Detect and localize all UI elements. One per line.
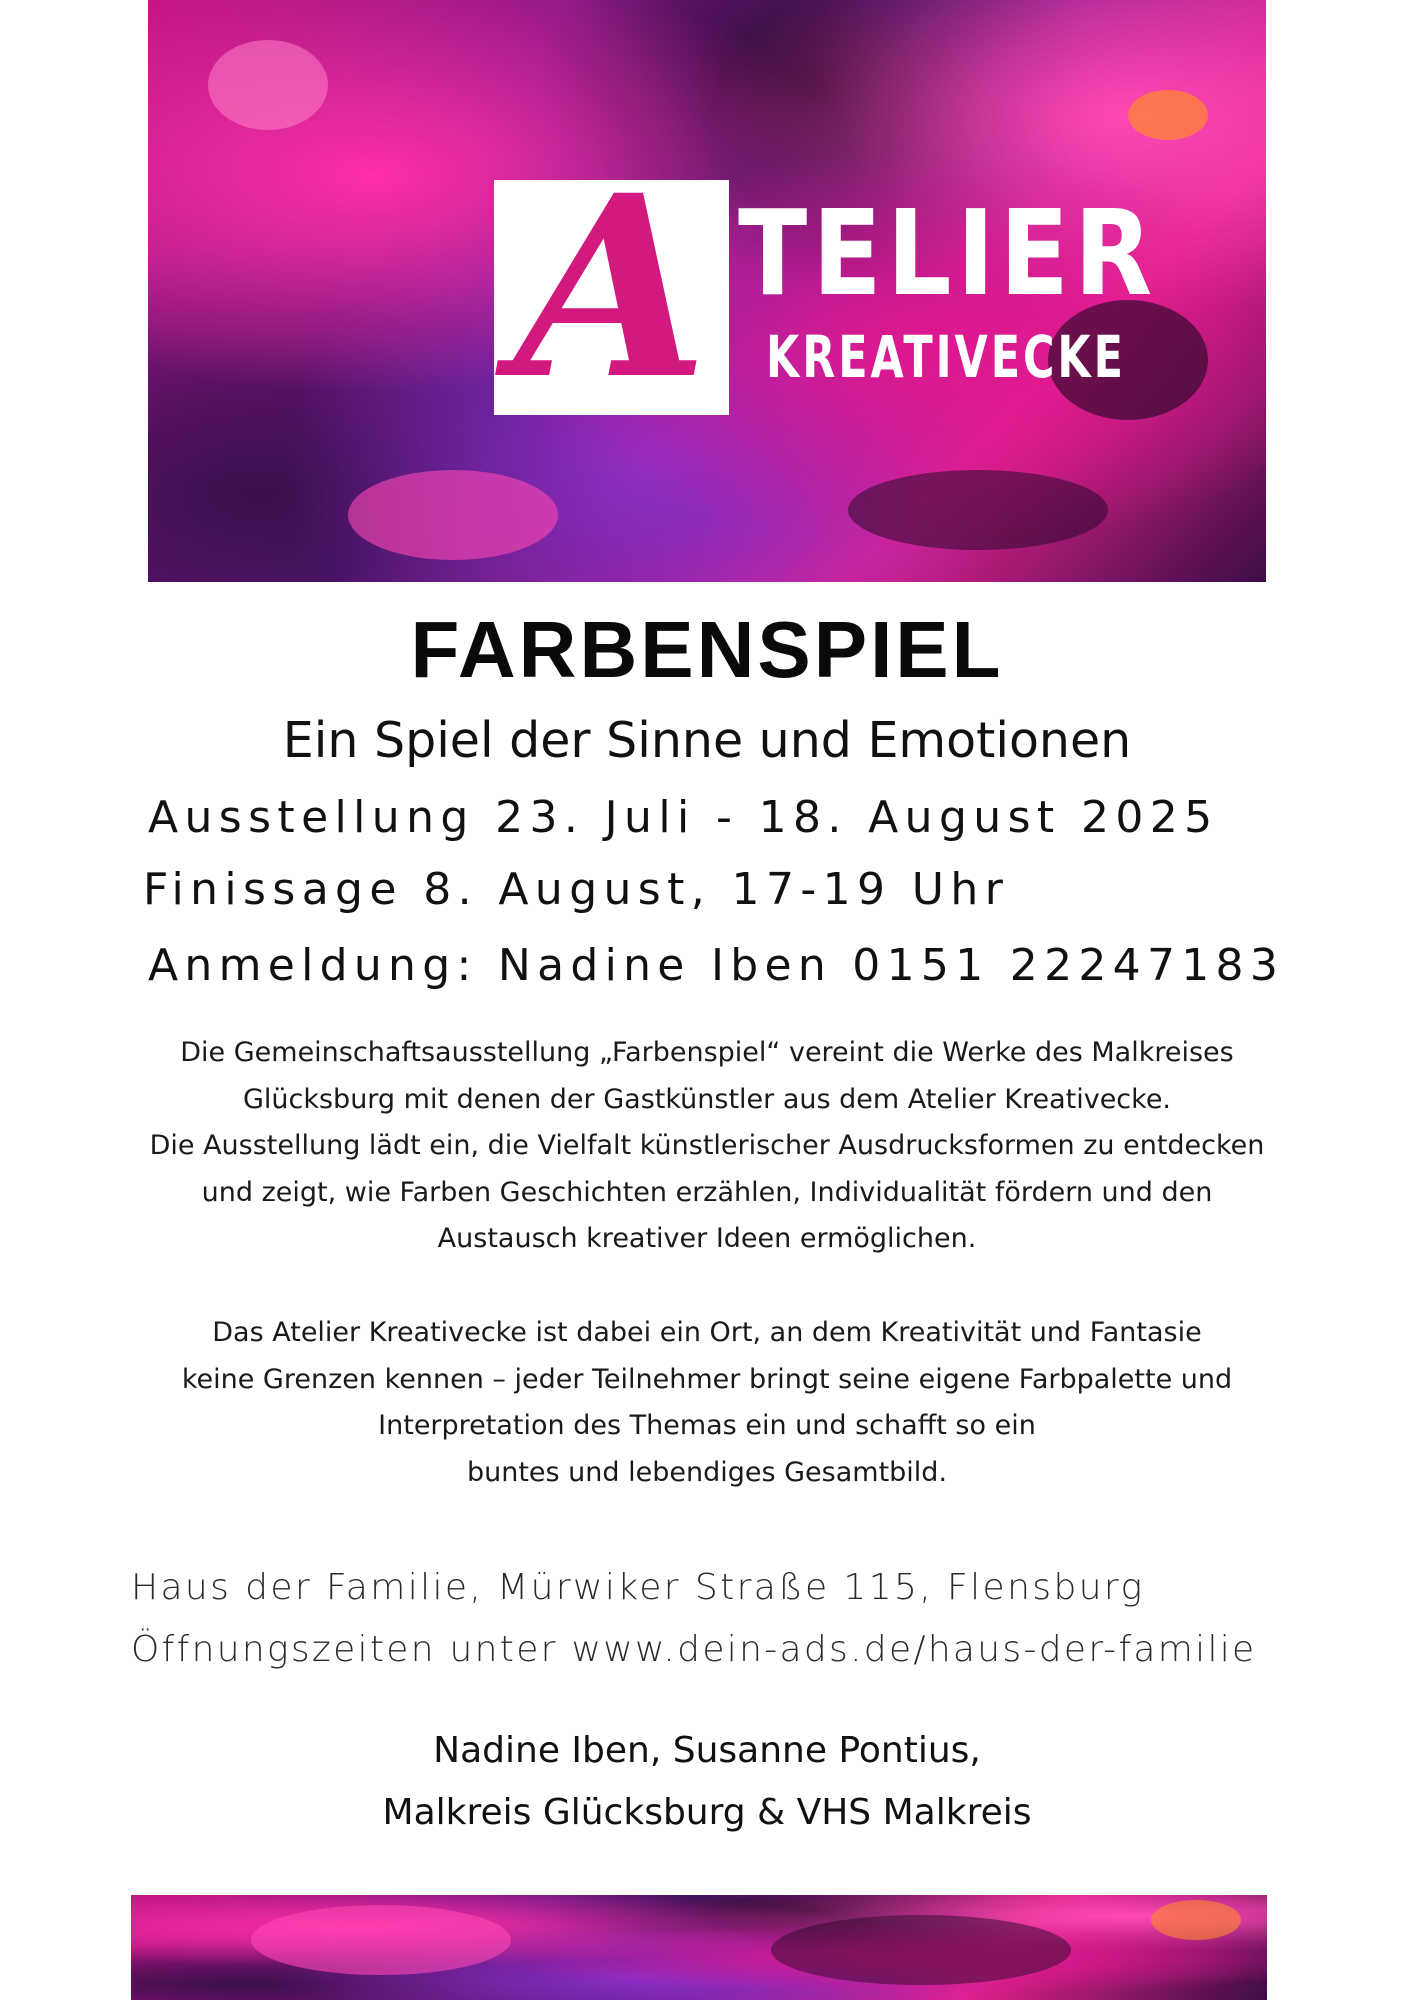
- footer-artwork-banner: [131, 1895, 1267, 2000]
- finissage-info: Finissage 8. August, 17-19 Uhr: [143, 864, 1010, 915]
- logo-square: [494, 140, 729, 434]
- description-line: Glücksburg mit denen der Gastkünstler aus dem Atelier Kreativecke.: [242, 1083, 1172, 1115]
- paint-cell: [251, 1905, 511, 1975]
- atelier-line: buntes und lebendiges Gesamtbild.: [466, 1456, 948, 1488]
- opening-hours-link[interactable]: Öffnungszeiten unter www.dein-ads.de/haus-der-familie: [131, 1629, 1257, 1670]
- description-line: Austausch kreativer Ideen ermöglichen.: [437, 1223, 977, 1254]
- paint-cell: [1151, 1900, 1241, 1940]
- description-line: Die Gemeinschaftsausstellung „Farbenspiel“ vereint die Werke des Malkreises: [180, 1037, 1234, 1068]
- description-line: Die Ausstellung lädt ein, die Vielfalt künstlerischer Ausdrucksformen zu entdecken: [149, 1130, 1265, 1161]
- credits-line: Nadine Iben, Susanne Pontius,: [433, 1730, 981, 1771]
- atelier-line: Interpretation des Themas ein und schafft so ein: [378, 1410, 1036, 1441]
- paint-cell: [208, 40, 328, 130]
- atelier-line: keine Grenzen kennen – jeder Teilnehmer bringt seine eigene Farbpalette und: [181, 1363, 1233, 1395]
- artist-credits: [0, 1720, 1414, 1844]
- paint-cell: [348, 470, 558, 560]
- event-title: FARBENSPIEL: [410, 605, 1004, 694]
- logo-title: TELIER: [738, 184, 1158, 322]
- exhibition-dates: Ausstellung 23. Juli - 18. August 2025: [148, 792, 1219, 843]
- paint-cell: [771, 1915, 1071, 1985]
- description-paragraph: [130, 1030, 1284, 1263]
- event-subtitle: Ein Spiel der Sinne und Emotionen: [282, 712, 1132, 769]
- atelier-kreativecke-logo: [494, 140, 1194, 434]
- logo-subtitle: KREATIVECKE: [766, 323, 1126, 391]
- registration-info: Anmeldung: Nadine Iben 0151 22247183: [148, 940, 1285, 991]
- description-line: und zeigt, wie Farben Geschichten erzählen, Individualität fördern und den: [201, 1176, 1213, 1208]
- atelier-line: Das Atelier Kreativecke ist dabei ein Ort, an dem Kreativität und Fantasie: [212, 1317, 1202, 1348]
- paint-cell: [848, 470, 1108, 550]
- atelier-paragraph: [130, 1310, 1284, 1496]
- paint-cell: [1128, 90, 1208, 140]
- header-artwork-banner: [148, 0, 1266, 582]
- credits-line: Malkreis Glücksburg & VHS Malkreis: [382, 1792, 1032, 1833]
- venue-address: Haus der Familie, Mürwiker Straße 115, Flensburg: [131, 1567, 1145, 1608]
- logo-letter: A: [514, 140, 709, 434]
